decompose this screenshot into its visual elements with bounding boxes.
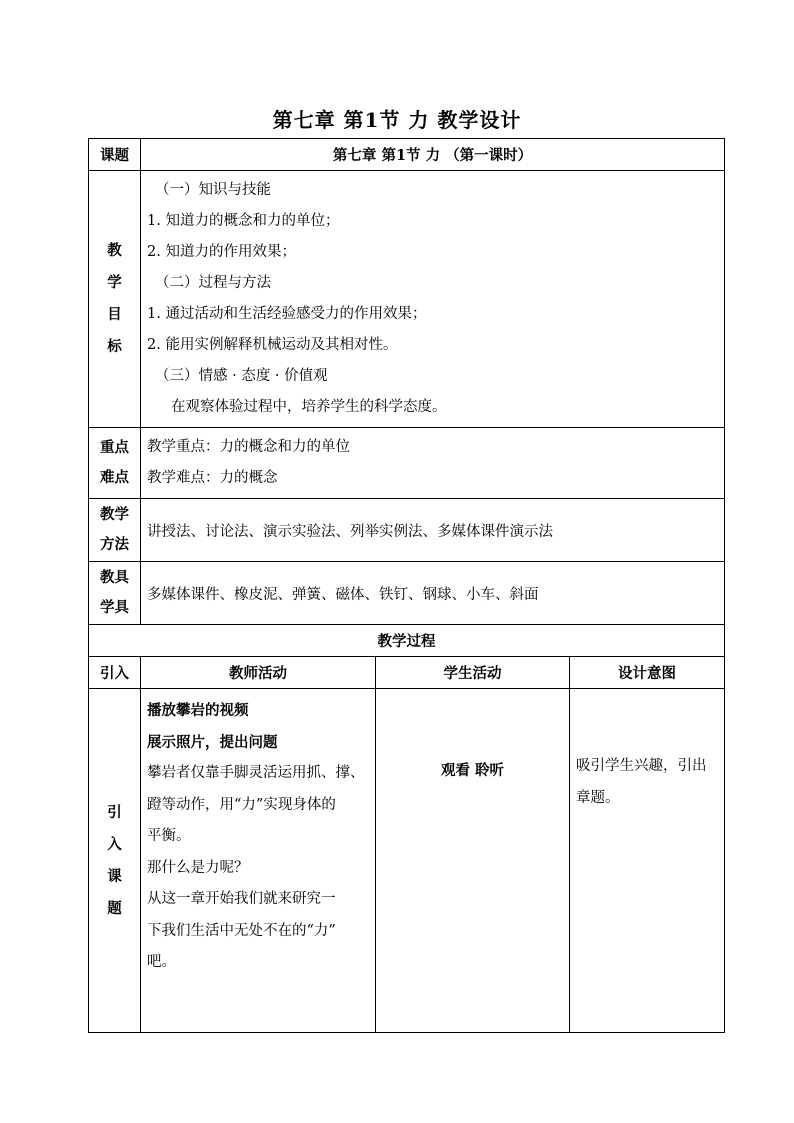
- teacher-line: 下我们生活中无处不在的“力”: [147, 922, 336, 939]
- objective-line: 2. 知道力的作用效果；: [147, 244, 296, 260]
- key-points-label: 重点 难点: [89, 428, 141, 499]
- key-point-line: 教学重点：力的概念和力的单位: [147, 439, 350, 455]
- student-activity-text: 观看 聆听: [440, 762, 505, 779]
- process-columns-row: [89, 657, 725, 689]
- tools-label: 教具 学具: [89, 562, 141, 625]
- objective-line: 2. 能用实例解释机械运动及其相对性。: [147, 337, 398, 353]
- column-student: 学生活动: [376, 657, 570, 689]
- objectives-content: [141, 171, 725, 428]
- methods-value: 讲授法、讨论法、演示实验法、列举实例法、多媒体课件演示法: [141, 499, 725, 562]
- tools-row: [89, 562, 725, 625]
- teacher-line: 平衡。: [147, 828, 191, 844]
- column-teacher: 教师活动: [141, 657, 376, 689]
- process-header-row: [89, 625, 725, 657]
- teacher-line: 吧。: [147, 954, 176, 970]
- methods-row: [89, 499, 725, 562]
- teacher-activity: [141, 689, 376, 1033]
- tools-value: 多媒体课件、橡皮泥、弹簧、磁体、铁钉、钢球、小车、斜面: [141, 562, 725, 625]
- intro-row: [89, 689, 725, 1033]
- teacher-line: 攀岩者仅靠手脚灵活运用抓、撑、: [147, 765, 365, 781]
- column-stage: 引入: [89, 657, 141, 689]
- key-points-row: [89, 428, 725, 499]
- methods-label: 教学 方法: [89, 499, 141, 562]
- objective-line: （一）知识与技能: [155, 182, 271, 198]
- teacher-line: 展示照片，提出问题: [147, 733, 278, 751]
- objective-line: 1. 通过活动和生活经验感受力的作用效果；: [147, 306, 427, 322]
- objective-line: （二）过程与方法: [155, 275, 271, 291]
- intro-stage-label: 引 入 课 题: [89, 689, 141, 1033]
- objectives-row: [89, 171, 725, 428]
- objective-line: 在观察体验过程中，培养学生的科学态度。: [171, 399, 447, 415]
- student-activity: [376, 689, 570, 1033]
- intent-line: 章题。: [576, 789, 620, 806]
- design-intent: [570, 689, 725, 1033]
- teacher-line: 从这一章开始我们就来研究一: [147, 891, 336, 907]
- objective-line: （三）情感 · 态度 · 价值观: [155, 368, 328, 384]
- teacher-line: 那什么是力呢？: [147, 859, 249, 876]
- topic-value: 第七章 第1节 力 （第一课时）: [141, 139, 725, 171]
- intent-line: 吸引学生兴趣，引出: [576, 758, 707, 774]
- column-intent: 设计意图: [570, 657, 725, 689]
- document-title: 第七章 第1节 力 教学设计: [272, 108, 522, 132]
- key-points-content: [141, 428, 725, 499]
- objective-line: 1. 知道力的概念和力的单位；: [147, 213, 340, 229]
- topic-row: [89, 139, 725, 171]
- teacher-line: 播放攀岩的视频: [147, 702, 249, 719]
- key-point-line: 教学难点：力的概念: [147, 470, 278, 486]
- lesson-plan-table: [88, 138, 725, 1033]
- teacher-line: 蹬等动作，用“力”实现身体的: [147, 796, 336, 813]
- process-header: 教学过程: [89, 625, 725, 657]
- objectives-label: 教 学 目 标: [89, 171, 141, 428]
- topic-label: 课题: [89, 139, 141, 171]
